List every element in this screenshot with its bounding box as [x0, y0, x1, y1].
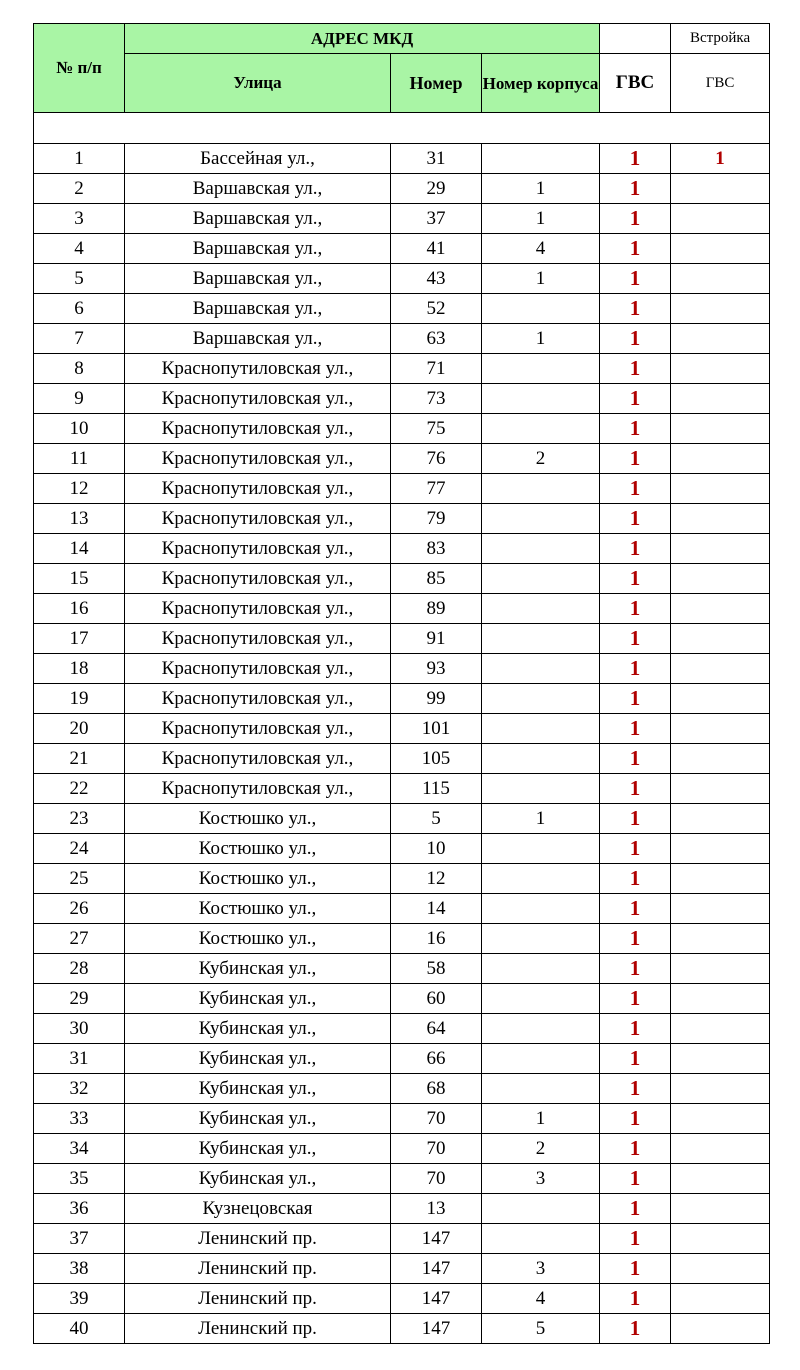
street-cell: Кубинская ул., — [125, 954, 391, 984]
house-number-cell: 91 — [391, 624, 482, 654]
street-cell: Краснопутиловская ул., — [125, 414, 391, 444]
builtin-gvs-mark-cell — [671, 264, 770, 294]
gvs-mark-cell: 1 — [600, 414, 671, 444]
gvs-mark-cell: 1 — [600, 1074, 671, 1104]
builtin-gvs-mark-cell: 1 — [671, 144, 770, 174]
house-number-cell: 10 — [391, 834, 482, 864]
row-number-cell: 38 — [34, 1254, 125, 1284]
row-number-cell: 6 — [34, 294, 125, 324]
street-cell: Варшавская ул., — [125, 294, 391, 324]
street-cell: Кубинская ул., — [125, 984, 391, 1014]
row-number-cell: 19 — [34, 684, 125, 714]
builtin-gvs-mark-cell — [671, 204, 770, 234]
builtin-gvs-mark-cell — [671, 1194, 770, 1224]
house-number-cell: 115 — [391, 774, 482, 804]
row-number-cell: 34 — [34, 1134, 125, 1164]
street-cell: Варшавская ул., — [125, 174, 391, 204]
house-number-cell: 13 — [391, 1194, 482, 1224]
row-number-cell: 1 — [34, 144, 125, 174]
header-row-number: № п/п — [34, 24, 125, 113]
builtin-gvs-mark-cell — [671, 834, 770, 864]
street-cell: Кузнецовская — [125, 1194, 391, 1224]
row-number-cell: 14 — [34, 534, 125, 564]
building-number-cell — [482, 384, 600, 414]
street-cell: Кубинская ул., — [125, 1044, 391, 1074]
street-cell: Краснопутиловская ул., — [125, 534, 391, 564]
row-number-cell: 21 — [34, 744, 125, 774]
table-row — [34, 924, 770, 954]
street-cell: Варшавская ул., — [125, 204, 391, 234]
table-row — [34, 624, 770, 654]
builtin-gvs-mark-cell — [671, 1284, 770, 1314]
row-number-cell: 18 — [34, 654, 125, 684]
table-row — [34, 714, 770, 744]
row-number-cell: 26 — [34, 894, 125, 924]
house-number-cell: 77 — [391, 474, 482, 504]
builtin-gvs-mark-cell — [671, 414, 770, 444]
builtin-gvs-mark-cell — [671, 594, 770, 624]
house-number-cell: 76 — [391, 444, 482, 474]
table-row — [34, 354, 770, 384]
house-number-cell: 147 — [391, 1284, 482, 1314]
table-row — [34, 1104, 770, 1134]
builtin-gvs-mark-cell — [671, 1134, 770, 1164]
street-cell: Краснопутиловская ул., — [125, 594, 391, 624]
table-row — [34, 1164, 770, 1194]
street-cell: Краснопутиловская ул., — [125, 774, 391, 804]
building-number-cell: 3 — [482, 1164, 600, 1194]
gvs-mark-cell: 1 — [600, 534, 671, 564]
gvs-mark-cell: 1 — [600, 714, 671, 744]
street-cell: Варшавская ул., — [125, 324, 391, 354]
row-number-cell: 7 — [34, 324, 125, 354]
builtin-gvs-mark-cell — [671, 1314, 770, 1344]
house-number-cell: 71 — [391, 354, 482, 384]
gvs-mark-cell: 1 — [600, 444, 671, 474]
house-number-cell: 147 — [391, 1224, 482, 1254]
gvs-mark-cell: 1 — [600, 624, 671, 654]
street-cell: Ленинский пр. — [125, 1314, 391, 1344]
gvs-mark-cell: 1 — [600, 264, 671, 294]
gvs-mark-cell: 1 — [600, 324, 671, 354]
street-cell: Кубинская ул., — [125, 1104, 391, 1134]
street-cell: Краснопутиловская ул., — [125, 624, 391, 654]
table-row — [34, 744, 770, 774]
gvs-mark-cell: 1 — [600, 1194, 671, 1224]
gvs-mark-cell: 1 — [600, 1014, 671, 1044]
house-number-cell: 85 — [391, 564, 482, 594]
street-cell: Ленинский пр. — [125, 1254, 391, 1284]
table-row — [34, 1074, 770, 1104]
building-number-cell — [482, 534, 600, 564]
builtin-gvs-mark-cell — [671, 474, 770, 504]
building-number-cell — [482, 1194, 600, 1224]
header-street: Улица — [125, 54, 391, 113]
house-number-cell: 66 — [391, 1044, 482, 1074]
house-number-cell: 16 — [391, 924, 482, 954]
house-number-cell: 147 — [391, 1314, 482, 1344]
builtin-gvs-mark-cell — [671, 444, 770, 474]
builtin-gvs-mark-cell — [671, 864, 770, 894]
builtin-gvs-mark-cell — [671, 744, 770, 774]
house-number-cell: 5 — [391, 804, 482, 834]
building-number-cell: 1 — [482, 204, 600, 234]
table-row — [34, 864, 770, 894]
builtin-gvs-mark-cell — [671, 954, 770, 984]
table-row — [34, 564, 770, 594]
row-number-cell: 11 — [34, 444, 125, 474]
table-row — [34, 534, 770, 564]
building-number-cell — [482, 774, 600, 804]
table-row — [34, 504, 770, 534]
builtin-gvs-mark-cell — [671, 1074, 770, 1104]
table-row — [34, 594, 770, 624]
header-builtin-group: Встройка — [671, 24, 770, 54]
gvs-mark-cell: 1 — [600, 1224, 671, 1254]
row-number-cell: 23 — [34, 804, 125, 834]
table-row — [34, 144, 770, 174]
builtin-gvs-mark-cell — [671, 1104, 770, 1134]
building-number-cell: 2 — [482, 1134, 600, 1164]
building-number-cell — [482, 594, 600, 624]
gvs-mark-cell: 1 — [600, 984, 671, 1014]
street-cell: Кубинская ул., — [125, 1074, 391, 1104]
building-number-cell — [482, 714, 600, 744]
table-row — [34, 684, 770, 714]
builtin-gvs-mark-cell — [671, 504, 770, 534]
builtin-gvs-mark-cell — [671, 984, 770, 1014]
building-number-cell: 1 — [482, 264, 600, 294]
house-number-cell: 12 — [391, 864, 482, 894]
gvs-mark-cell: 1 — [600, 1254, 671, 1284]
house-number-cell: 41 — [391, 234, 482, 264]
gvs-mark-cell: 1 — [600, 234, 671, 264]
house-number-cell: 29 — [391, 174, 482, 204]
house-number-cell: 70 — [391, 1164, 482, 1194]
street-cell: Костюшко ул., — [125, 834, 391, 864]
row-number-cell: 25 — [34, 864, 125, 894]
row-number-cell: 5 — [34, 264, 125, 294]
gvs-mark-cell: 1 — [600, 294, 671, 324]
street-cell: Варшавская ул., — [125, 234, 391, 264]
house-number-cell: 31 — [391, 144, 482, 174]
table-row — [34, 444, 770, 474]
gvs-mark-cell: 1 — [600, 744, 671, 774]
house-number-cell: 43 — [391, 264, 482, 294]
house-number-cell: 89 — [391, 594, 482, 624]
house-number-cell: 83 — [391, 534, 482, 564]
building-number-cell — [482, 834, 600, 864]
house-number-cell: 70 — [391, 1104, 482, 1134]
gvs-mark-cell: 1 — [600, 1314, 671, 1344]
table-body — [34, 113, 770, 1344]
building-number-cell — [482, 744, 600, 774]
gvs-mark-cell: 1 — [600, 354, 671, 384]
table-row — [34, 1194, 770, 1224]
table-row — [34, 294, 770, 324]
gvs-mark-cell: 1 — [600, 1134, 671, 1164]
street-cell: Краснопутиловская ул., — [125, 474, 391, 504]
table-row — [34, 1224, 770, 1254]
table-row — [34, 1284, 770, 1314]
table-row — [34, 894, 770, 924]
builtin-gvs-mark-cell — [671, 294, 770, 324]
row-number-cell: 33 — [34, 1104, 125, 1134]
row-number-cell: 36 — [34, 1194, 125, 1224]
gvs-mark-cell: 1 — [600, 594, 671, 624]
gvs-mark-cell: 1 — [600, 1044, 671, 1074]
row-number-cell: 2 — [34, 174, 125, 204]
house-number-cell: 52 — [391, 294, 482, 324]
gvs-mark-cell: 1 — [600, 954, 671, 984]
street-cell: Краснопутиловская ул., — [125, 564, 391, 594]
building-number-cell — [482, 414, 600, 444]
builtin-gvs-mark-cell — [671, 1014, 770, 1044]
street-cell: Варшавская ул., — [125, 264, 391, 294]
gvs-mark-cell: 1 — [600, 924, 671, 954]
house-number-cell: 68 — [391, 1074, 482, 1104]
table-row — [34, 174, 770, 204]
building-number-cell — [482, 1074, 600, 1104]
house-number-cell: 105 — [391, 744, 482, 774]
street-cell: Кубинская ул., — [125, 1014, 391, 1044]
row-number-cell: 27 — [34, 924, 125, 954]
header-address-group: АДРЕС МКД — [125, 24, 600, 54]
row-number-cell: 24 — [34, 834, 125, 864]
house-number-cell: 73 — [391, 384, 482, 414]
row-number-cell: 28 — [34, 954, 125, 984]
builtin-gvs-mark-cell — [671, 1254, 770, 1284]
header-gvs-blank — [600, 24, 671, 54]
building-number-cell — [482, 1224, 600, 1254]
row-number-cell: 31 — [34, 1044, 125, 1074]
spacer-cell — [34, 113, 770, 144]
builtin-gvs-mark-cell — [671, 564, 770, 594]
table-row — [34, 774, 770, 804]
builtin-gvs-mark-cell — [671, 624, 770, 654]
table-row — [34, 984, 770, 1014]
street-cell: Ленинский пр. — [125, 1284, 391, 1314]
house-number-cell: 37 — [391, 204, 482, 234]
house-number-cell: 99 — [391, 684, 482, 714]
building-number-cell: 1 — [482, 174, 600, 204]
row-number-cell: 40 — [34, 1314, 125, 1344]
row-number-cell: 22 — [34, 774, 125, 804]
gvs-mark-cell: 1 — [600, 774, 671, 804]
gvs-mark-cell: 1 — [600, 1104, 671, 1134]
row-number-cell: 32 — [34, 1074, 125, 1104]
table-row — [34, 1014, 770, 1044]
header-building: Номер корпуса — [482, 54, 600, 113]
builtin-gvs-mark-cell — [671, 924, 770, 954]
table-row — [34, 1044, 770, 1074]
row-number-cell: 12 — [34, 474, 125, 504]
house-number-cell: 93 — [391, 654, 482, 684]
building-number-cell: 4 — [482, 1284, 600, 1314]
row-number-cell: 15 — [34, 564, 125, 594]
building-number-cell — [482, 294, 600, 324]
address-table — [33, 23, 770, 1344]
row-number-cell: 20 — [34, 714, 125, 744]
row-number-cell: 29 — [34, 984, 125, 1014]
gvs-mark-cell: 1 — [600, 384, 671, 414]
house-number-cell: 147 — [391, 1254, 482, 1284]
builtin-gvs-mark-cell — [671, 1164, 770, 1194]
table-row — [34, 1134, 770, 1164]
building-number-cell: 2 — [482, 444, 600, 474]
gvs-mark-cell: 1 — [600, 1164, 671, 1194]
gvs-mark-cell: 1 — [600, 804, 671, 834]
builtin-gvs-mark-cell — [671, 684, 770, 714]
builtin-gvs-mark-cell — [671, 714, 770, 744]
gvs-mark-cell: 1 — [600, 504, 671, 534]
row-number-cell: 4 — [34, 234, 125, 264]
table-row — [34, 264, 770, 294]
building-number-cell — [482, 954, 600, 984]
street-cell: Костюшко ул., — [125, 804, 391, 834]
building-number-cell — [482, 1044, 600, 1074]
header-builtin-gvs: ГВС — [671, 54, 770, 113]
gvs-mark-cell: 1 — [600, 834, 671, 864]
street-cell: Костюшко ул., — [125, 864, 391, 894]
builtin-gvs-mark-cell — [671, 1224, 770, 1254]
building-number-cell — [482, 474, 600, 504]
house-number-cell: 75 — [391, 414, 482, 444]
street-cell: Кубинская ул., — [125, 1134, 391, 1164]
builtin-gvs-mark-cell — [671, 534, 770, 564]
table-row — [34, 234, 770, 264]
house-number-cell: 14 — [391, 894, 482, 924]
building-number-cell: 1 — [482, 324, 600, 354]
house-number-cell: 58 — [391, 954, 482, 984]
builtin-gvs-mark-cell — [671, 804, 770, 834]
row-number-cell: 10 — [34, 414, 125, 444]
street-cell: Краснопутиловская ул., — [125, 384, 391, 414]
street-cell: Костюшко ул., — [125, 894, 391, 924]
table-row — [34, 834, 770, 864]
building-number-cell — [482, 684, 600, 714]
building-number-cell — [482, 144, 600, 174]
gvs-mark-cell: 1 — [600, 654, 671, 684]
header-number: Номер — [391, 54, 482, 113]
table-row — [34, 954, 770, 984]
building-number-cell: 4 — [482, 234, 600, 264]
table-row — [34, 384, 770, 414]
builtin-gvs-mark-cell — [671, 174, 770, 204]
table-row — [34, 1314, 770, 1344]
building-number-cell — [482, 654, 600, 684]
header-gvs: ГВС — [600, 54, 671, 113]
street-cell: Костюшко ул., — [125, 924, 391, 954]
row-number-cell: 13 — [34, 504, 125, 534]
gvs-mark-cell: 1 — [600, 864, 671, 894]
building-number-cell: 3 — [482, 1254, 600, 1284]
gvs-mark-cell: 1 — [600, 564, 671, 594]
builtin-gvs-mark-cell — [671, 654, 770, 684]
builtin-gvs-mark-cell — [671, 324, 770, 354]
gvs-mark-cell: 1 — [600, 684, 671, 714]
building-number-cell — [482, 924, 600, 954]
building-number-cell: 5 — [482, 1314, 600, 1344]
builtin-gvs-mark-cell — [671, 384, 770, 414]
street-cell: Ленинский пр. — [125, 1224, 391, 1254]
row-number-cell: 39 — [34, 1284, 125, 1314]
house-number-cell: 63 — [391, 324, 482, 354]
gvs-mark-cell: 1 — [600, 144, 671, 174]
gvs-mark-cell: 1 — [600, 174, 671, 204]
row-number-cell: 17 — [34, 624, 125, 654]
street-cell: Краснопутиловская ул., — [125, 444, 391, 474]
gvs-mark-cell: 1 — [600, 474, 671, 504]
building-number-cell — [482, 894, 600, 924]
row-number-cell: 8 — [34, 354, 125, 384]
builtin-gvs-mark-cell — [671, 1044, 770, 1074]
table-row — [34, 1254, 770, 1284]
row-number-cell: 35 — [34, 1164, 125, 1194]
gvs-mark-cell: 1 — [600, 204, 671, 234]
street-cell: Краснопутиловская ул., — [125, 504, 391, 534]
gvs-mark-cell: 1 — [600, 1284, 671, 1314]
builtin-gvs-mark-cell — [671, 234, 770, 264]
table-row — [34, 654, 770, 684]
table-row — [34, 324, 770, 354]
table-row — [34, 414, 770, 444]
table-row — [34, 204, 770, 234]
building-number-cell — [482, 504, 600, 534]
street-cell: Бассейная ул., — [125, 144, 391, 174]
gvs-mark-cell: 1 — [600, 894, 671, 924]
building-number-cell — [482, 354, 600, 384]
street-cell: Краснопутиловская ул., — [125, 684, 391, 714]
street-cell: Краснопутиловская ул., — [125, 354, 391, 384]
street-cell: Кубинская ул., — [125, 1164, 391, 1194]
street-cell: Краснопутиловская ул., — [125, 744, 391, 774]
row-number-cell: 9 — [34, 384, 125, 414]
house-number-cell: 60 — [391, 984, 482, 1014]
house-number-cell: 79 — [391, 504, 482, 534]
building-number-cell: 1 — [482, 1104, 600, 1134]
house-number-cell: 70 — [391, 1134, 482, 1164]
row-number-cell: 37 — [34, 1224, 125, 1254]
row-number-cell: 16 — [34, 594, 125, 624]
street-cell: Краснопутиловская ул., — [125, 714, 391, 744]
street-cell: Краснопутиловская ул., — [125, 654, 391, 684]
builtin-gvs-mark-cell — [671, 894, 770, 924]
builtin-gvs-mark-cell — [671, 354, 770, 384]
builtin-gvs-mark-cell — [671, 774, 770, 804]
building-number-cell — [482, 1014, 600, 1044]
building-number-cell — [482, 864, 600, 894]
row-number-cell: 3 — [34, 204, 125, 234]
building-number-cell — [482, 564, 600, 594]
building-number-cell: 1 — [482, 804, 600, 834]
spacer-row — [34, 113, 770, 144]
building-number-cell — [482, 624, 600, 654]
table-row — [34, 474, 770, 504]
row-number-cell: 30 — [34, 1014, 125, 1044]
house-number-cell: 101 — [391, 714, 482, 744]
table-row — [34, 804, 770, 834]
house-number-cell: 64 — [391, 1014, 482, 1044]
building-number-cell — [482, 984, 600, 1014]
